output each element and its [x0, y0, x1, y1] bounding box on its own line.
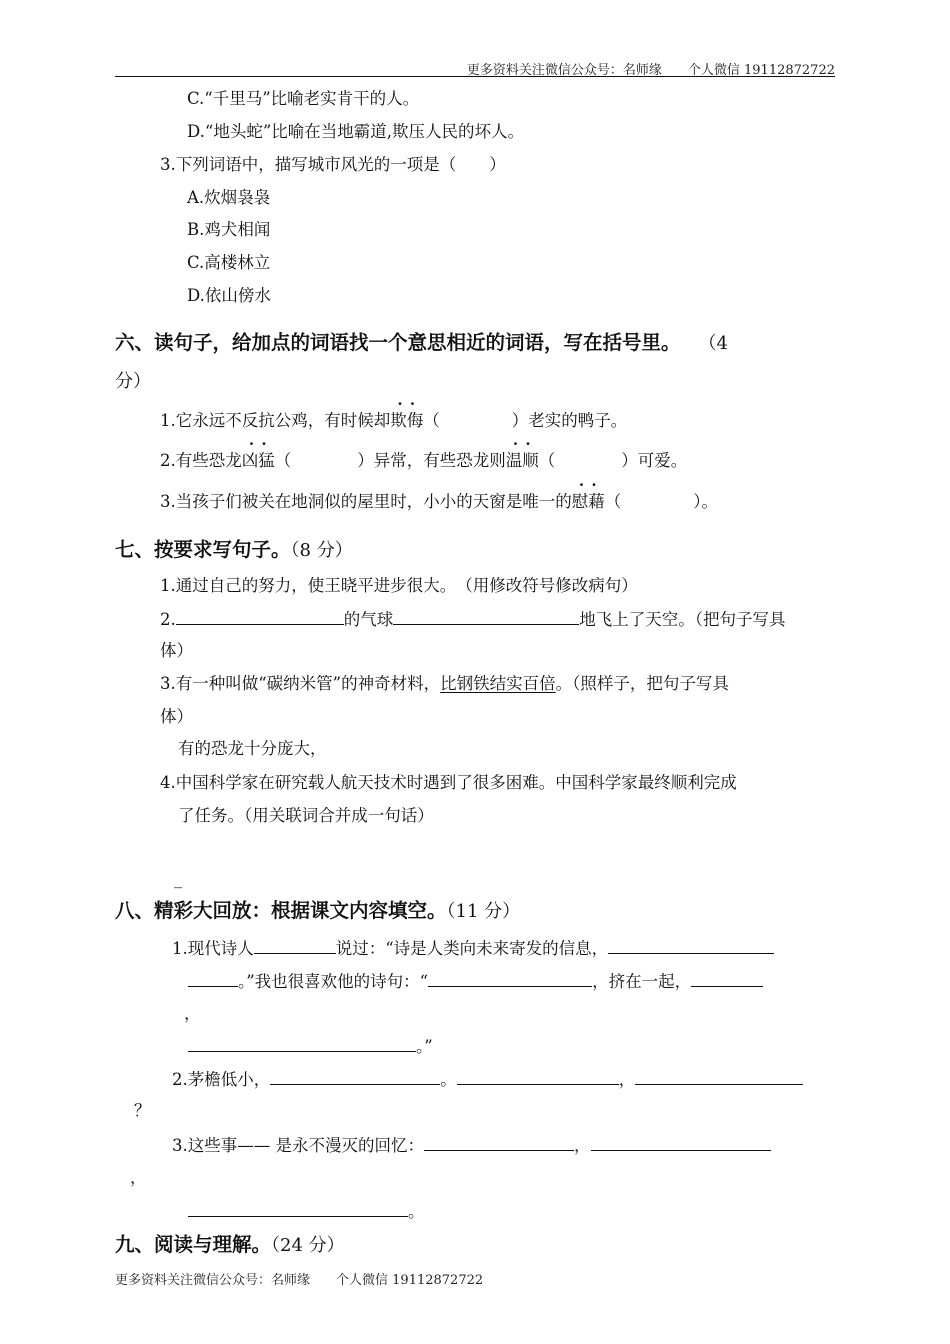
s8-item-1-text-d: ，挤在一起， — [592, 972, 692, 991]
s8-item-3-text-b: ， — [574, 1136, 591, 1155]
s6-item-3-text-c: ）。 — [693, 492, 718, 511]
section-6-title-text: 六、读句子，给加点的词语找一个意思相近的词语，写在括号里。 — [115, 331, 681, 354]
s8-item-1-poet-blank[interactable] — [254, 937, 336, 954]
s6-item-1-dotted-word: · · 欺侮 — [390, 410, 423, 432]
s7-item-3-underlined-example: 比钢铁结实百倍 — [440, 674, 556, 693]
s7-item-3-text-a: 3.有一种叫做“碳纳米管”的神奇材料， — [160, 674, 441, 693]
s6-item-1-text-a: 1.它永远不反抗公鸡，有时候却 — [160, 411, 391, 430]
s8-item-1-line-2 — [188, 970, 763, 993]
s7-item-2-text-mid: 的气球 — [343, 610, 394, 629]
s8-item-1-blank-3[interactable] — [691, 970, 763, 987]
s8-item-1-blank-1b[interactable] — [188, 970, 238, 987]
s8-item-3-blank-1[interactable] — [424, 1134, 574, 1151]
s8-item-3-blank-3[interactable] — [188, 1200, 408, 1217]
s8-item-3-line-3 — [188, 1200, 425, 1223]
s6-item-3-paren-open: （ — [604, 492, 622, 511]
section-9-title-text: 九、阅读与理解。 — [115, 1233, 272, 1256]
s6-item-2-dotted-word-1: · · 凶猛 — [242, 450, 275, 472]
s8-item-1-line-4 — [188, 1035, 433, 1058]
section-6-points-unit: 分） — [115, 371, 151, 392]
s6-item-2-text-a: 2.有些恐龙 — [160, 451, 242, 470]
section-9-points: （24 分） — [271, 1235, 345, 1256]
s7-item-2-number: 2. — [160, 610, 176, 629]
s8-item-2-blank-3[interactable] — [635, 1068, 803, 1085]
q5-option-c: C.“千里马”比喻老实肯干的人。 — [187, 89, 420, 108]
s6-item-1-text-c: ）老实的鸭子。 — [511, 411, 628, 430]
s6-item-2-text-e: ）可爱。 — [621, 451, 688, 470]
s8-item-1-text-b: 说过：“诗是人类向未来寄发的信息， — [335, 939, 609, 958]
s7-item-3-text-b: 。（照样子，把句子写具 — [555, 674, 729, 693]
section-8-title-text: 八、精彩大回放：根据课文内容填空。 — [115, 899, 447, 922]
s7-item-2-wrap: 体） — [160, 641, 193, 660]
header-left: 更多资料关注微信公众号：名师缘 — [466, 63, 662, 78]
s8-item-2-text-c: ， — [618, 1070, 636, 1089]
s6-item-2 — [160, 450, 687, 472]
header-divider — [115, 76, 835, 77]
s8-item-2-text-b: 。 — [440, 1070, 457, 1089]
q5-question-3: 3.下列词语中，描写城市风光的一项是（ ） — [160, 155, 506, 174]
s8-item-1-blank-1[interactable] — [608, 937, 774, 954]
s7-item-2 — [160, 608, 786, 631]
s7-item-4: 4.中国科学家在研究载人航天技术时遇到了很多困难。中国科学家最终顺利完成 — [160, 773, 737, 792]
s7-item-2-text-end: 地飞上了天空。（把句子写具 — [579, 610, 786, 629]
s6-item-2-text-c: ）异常，有些恐龙则 — [357, 451, 506, 470]
s8-item-2-blank-1[interactable] — [270, 1068, 440, 1085]
s8-item-2-text-a: 2.茅檐低小， — [172, 1070, 271, 1089]
s6-item-3-text-a: 3.当孩子们被关在地洞似的屋里时，小小的天窗是唯一的 — [160, 492, 572, 511]
s8-item-3-comma: ， — [130, 1168, 147, 1187]
page-footer — [115, 1269, 483, 1288]
s6-item-2-dotted-word-2: · · 温顺 — [506, 450, 539, 472]
s8-item-2-blank-2[interactable] — [457, 1068, 619, 1085]
section-6-points: （4 — [698, 333, 728, 354]
section-7-title-text: 七、按要求写句子。 — [115, 538, 291, 561]
section-6-title — [115, 330, 728, 357]
s6-item-3-dotted-word: · · 慰藉 — [572, 491, 605, 513]
s7-item-2-blank-1[interactable] — [176, 608, 344, 625]
s7-item-4-wrap: 了任务。（用关联词合并成一句话） — [178, 806, 434, 825]
s8-item-3-text-end: 。 — [408, 1202, 425, 1221]
footer-right: 个人微信 19112872722 — [336, 1273, 484, 1288]
s6-item-1-paren-open: （ — [423, 411, 440, 430]
s8-item-1-text-c: 。”我也很喜欢他的诗句：“ — [238, 972, 429, 991]
s8-item-1-blank-2[interactable] — [428, 970, 592, 987]
s7-item-3-wrap: 体） — [160, 707, 193, 726]
s8-item-3-blank-2[interactable] — [591, 1134, 771, 1151]
s8-item-3 — [172, 1134, 771, 1157]
section-9-title — [115, 1232, 345, 1259]
s7-item-2-blank-2[interactable] — [393, 608, 579, 625]
s6-item-1 — [160, 410, 627, 432]
s8-item-2-question-mark: ？ — [134, 1101, 151, 1120]
section-6-points-wrap — [115, 368, 151, 395]
s7-item-1: 1.通过自己的努力，使王晓平进步很大。 （用修改符号修改病句） — [160, 576, 638, 595]
s6-item-3 — [160, 491, 718, 513]
s8-item-1-text-end: 。” — [416, 1037, 433, 1056]
s7-item-3-answer-start: 有的恐龙十分庞大， — [178, 739, 327, 758]
s6-item-2-paren-open-1: （ — [274, 451, 292, 470]
q5-q3-option-d: D.依山傍水 — [187, 286, 271, 305]
section-7-points: （8 分） — [290, 540, 353, 561]
section-7-title — [115, 537, 353, 564]
s8-item-2 — [172, 1068, 803, 1091]
q5-q3-option-a: A.炊烟袅袅 — [187, 188, 271, 207]
s8-item-1-blank-4[interactable] — [188, 1035, 416, 1052]
section-8-points: （11 分） — [446, 901, 521, 922]
s8-item-1 — [172, 937, 774, 960]
s7-item-3 — [160, 673, 729, 695]
s7-item-4-answer-mark: _ — [174, 869, 183, 888]
q5-q3-option-c: C.高楼林立 — [187, 253, 271, 272]
header-right: 个人微信 19112872722 — [687, 63, 835, 78]
footer-left: 更多资料关注微信公众号：名师缘 — [115, 1273, 311, 1288]
q5-q3-option-b: B.鸡犬相闻 — [187, 220, 271, 239]
q5-option-d: D.“地头蛇”比喻在当地霸道,欺压人民的坏人。 — [187, 122, 525, 141]
s6-item-2-paren-open-2: （ — [538, 451, 556, 470]
s8-item-1-comma: ， — [184, 1004, 201, 1023]
s8-item-1-text-a: 1.现代诗人 — [172, 939, 254, 958]
s8-item-3-text-a: 3.这些事—— 是永不漫灭的回忆： — [172, 1136, 424, 1155]
section-8-title — [115, 898, 520, 925]
